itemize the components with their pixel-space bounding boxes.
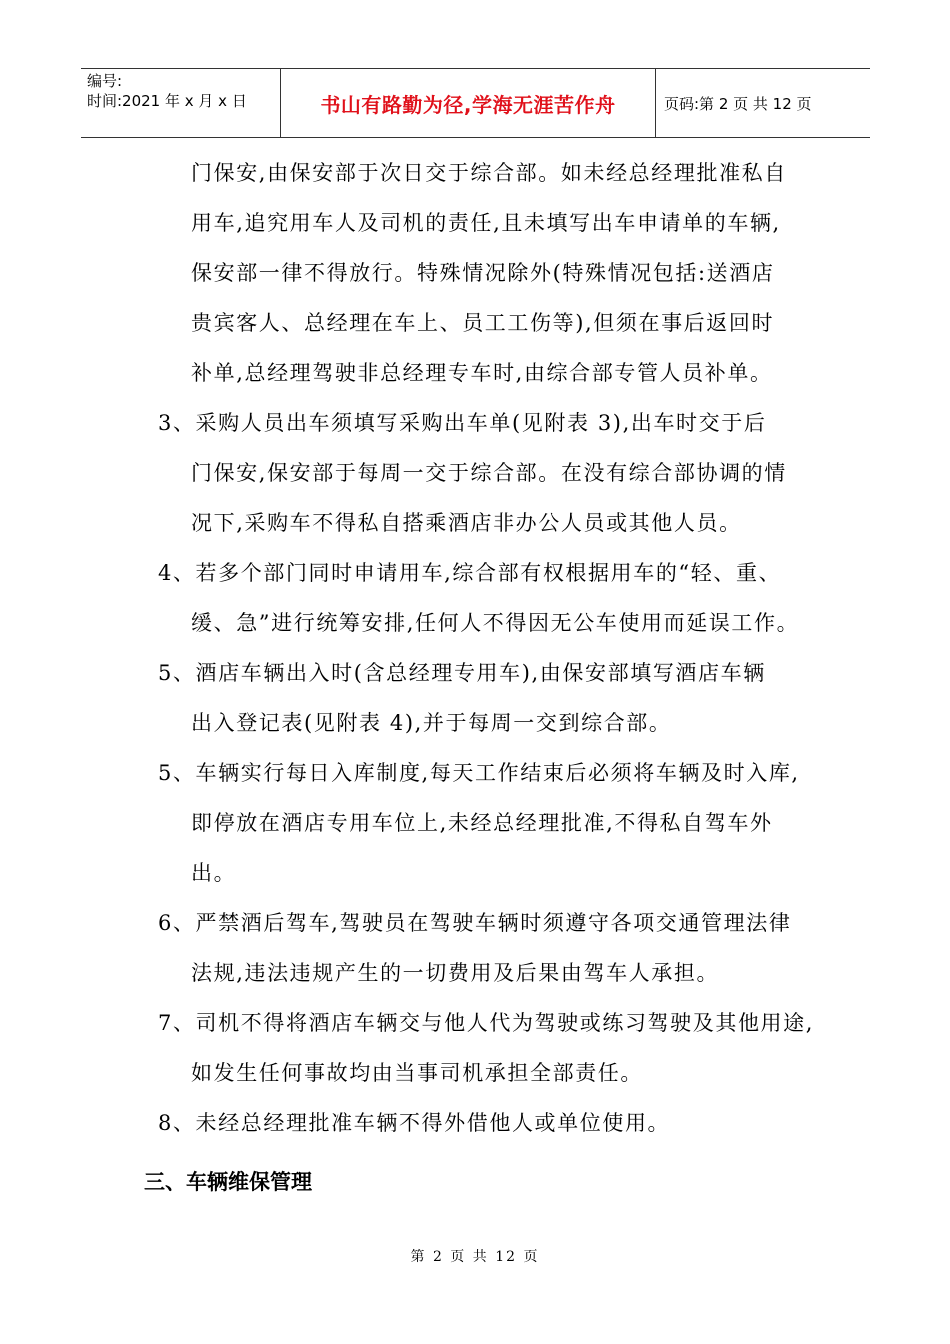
body-line: 即停放在酒店专用车位上,未经总经理批准,不得私自驾车外 <box>191 811 773 835</box>
document-number-label: 编号: <box>87 72 123 90</box>
list-item: 5、酒店车辆出入时(含总经理专用车),由保安部填写酒店车辆 <box>158 661 766 685</box>
list-item: 8、未经总经理批准车辆不得外借他人或单位使用。 <box>158 1111 671 1135</box>
list-item: 6、严禁酒后驾车,驾驶员在驾驶车辆时须遵守各项交通管理法律 <box>158 911 792 935</box>
header-page-info: 页码:第 2 页 共 12 页 <box>664 94 812 113</box>
body-line: 法规,违法违规产生的一切费用及后果由驾车人承担。 <box>191 961 720 985</box>
body-line: 况下,采购车不得私自搭乘酒店非办公人员或其他人员。 <box>191 511 742 535</box>
body-line: 如发生任何事故均由当事司机承担全部责任。 <box>191 1061 643 1085</box>
list-item: 7、司机不得将酒店车辆交与他人代为驾驶或练习驾驶及其他用途, <box>158 1011 815 1035</box>
header-motto: 书山有路勤为径,学海无涯苦作舟 <box>281 69 656 137</box>
list-item: 5、车辆实行每日入库制度,每天工作结束后必须将车辆及时入库, <box>158 761 800 785</box>
document-time-label: 时间:2021 年 x 月 x 日 <box>87 92 247 110</box>
body-line: 门保安,由保安部于次日交于综合部。如未经总经理批准私自 <box>191 161 787 185</box>
body-line: 缓、急”进行统筹安排,任何人不得因无公车使用而延误工作。 <box>191 611 800 635</box>
list-item: 3、采购人员出车须填写采购出车单(见附表 3),出车时交于后 <box>158 411 767 435</box>
body-line: 贵宾客人、总经理在车上、员工工伤等),但须在事后返回时 <box>191 311 775 335</box>
page-footer: 第 2 页 共 12 页 <box>410 1249 540 1265</box>
section-heading: 三、车辆维保管理 <box>144 1170 312 1194</box>
body-line: 出。 <box>191 861 237 885</box>
body-line: 用车,追究用车人及司机的责任,且未填写出车申请单的车辆, <box>191 211 781 235</box>
header-meta <box>81 69 281 137</box>
body-line: 保安部一律不得放行。特殊情况除外(特殊情况包括:送酒店 <box>191 261 775 285</box>
page-header <box>81 68 870 138</box>
body-line: 出入登记表(见附表 4),并于每周一交到综合部。 <box>191 711 672 735</box>
list-item: 4、若多个部门同时申请用车,综合部有权根据用车的“轻、重、 <box>158 561 782 585</box>
body-line: 门保安,保安部于每周一交于综合部。在没有综合部协调的情 <box>191 461 787 485</box>
body-line: 补单,总经理驾驶非总经理专车时,由综合部专管人员补单。 <box>191 361 773 385</box>
